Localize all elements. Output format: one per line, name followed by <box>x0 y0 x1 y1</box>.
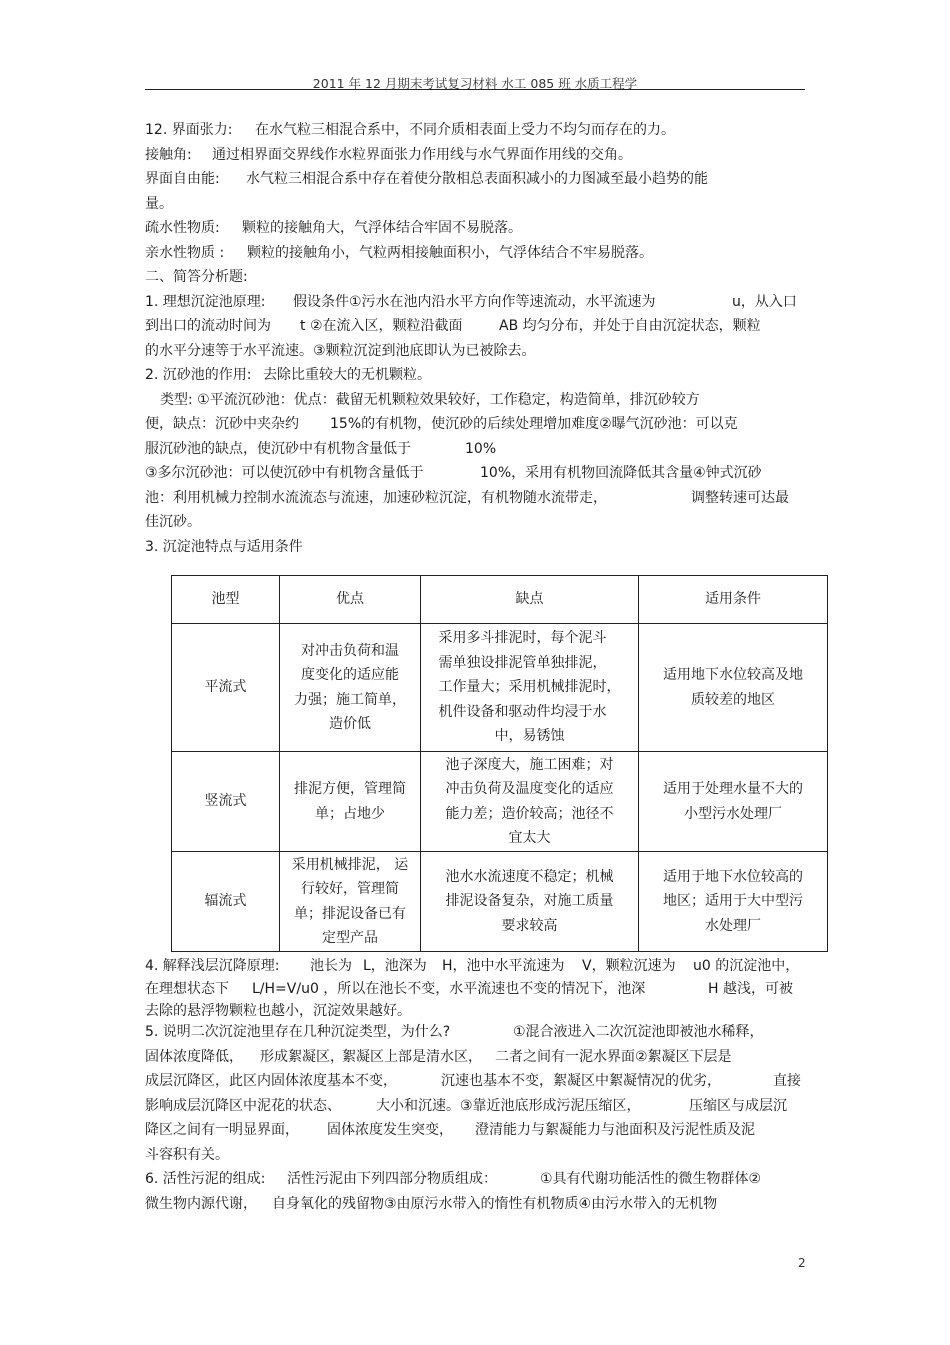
cons-cell <box>421 752 639 852</box>
cell-line: 池子深度大，施工困难；对 <box>445 756 614 773</box>
use-cell <box>639 624 828 752</box>
page-number: 2 <box>798 1256 806 1270</box>
q4-title: 4. 解释浅层沉降原理: <box>145 958 280 974</box>
q1-text: 假设条件①污水在池内沿水平方向作等速流动，水平流速为 <box>293 293 656 310</box>
definition-line <box>145 192 810 217</box>
q5-text: 沉速也基本不变，絮凝区中絮凝情况的优劣， <box>441 1073 721 1089</box>
header-cell: 缺点 <box>421 576 639 624</box>
table-header-row <box>172 576 828 624</box>
q5-text: 固体浓度发生突变， <box>327 1122 453 1138</box>
q2-text: 服沉砂池的缺点，使沉砂中有机物含量低于 <box>145 440 411 457</box>
q2-text: 去除比重较大的无机颗粒。 <box>263 367 431 383</box>
q2-text: 佳沉砂。 <box>145 514 201 530</box>
sedimentation-tank-table <box>171 575 828 952</box>
q2-line <box>145 437 810 462</box>
cell-line: 需单独设排泥管单独排泥， <box>438 654 607 671</box>
q5-text: 大小和沉速。③靠近池底形成污泥压缩区， <box>376 1097 641 1114</box>
definition-desc: 颗粒的接触角小，气粒两相接触面积小，气浮体结合不牢易脱落。 <box>247 244 653 261</box>
table-row <box>172 752 828 852</box>
definition-desc: 通过相界面交界线作水粒界面张力作用线与水气界面作用线的交角。 <box>212 146 632 163</box>
q5-line <box>145 1143 810 1168</box>
header-rule <box>145 89 805 90</box>
definition-desc: 水气粒三相混合系中存在着使分散相总表面积减小的力图减至最小趋势的能 <box>246 171 708 187</box>
q2-text: 10% <box>465 440 497 457</box>
definition-term: 界面自由能: <box>145 171 220 187</box>
section-heading <box>145 265 810 290</box>
q4-text: H，池中水平流速为 <box>442 958 565 974</box>
q2-title: 2. 沉砂池的作用: <box>145 367 252 383</box>
q5-title: 5. 说明二次沉淀池里存在几种沉淀类型，为什么? <box>145 1024 451 1040</box>
table-row <box>172 624 828 752</box>
q6-line <box>145 1167 810 1192</box>
q4-text: 去除的悬浮物颗粒也越小，沉淀效果越好。 <box>145 1003 411 1019</box>
cell-line: 排泥方便，管理简 <box>294 781 406 797</box>
cons-cell <box>421 852 639 952</box>
q6-text: 活性污泥由下列四部分物质组成： <box>287 1171 497 1187</box>
cell-line: 地区；适用于大中型污 <box>663 893 803 910</box>
q2-line <box>145 363 810 388</box>
cell-line: 能力差；造价较高；池径不 <box>445 805 614 822</box>
tank-type-cell: 竖流式 <box>172 752 280 852</box>
cell-line: 采用多斗排泥时，每个泥斗 <box>438 630 607 647</box>
header-cell: 优点 <box>280 576 421 624</box>
content-q5-q6 <box>145 1020 810 1216</box>
q5-text: 絮凝区上部是清水区， <box>342 1048 482 1065</box>
q5-line <box>145 1045 810 1070</box>
definition-line <box>145 216 810 241</box>
q4-text: 池长为 <box>310 958 352 974</box>
q5-text: 降区之间有一明显界面， <box>145 1122 299 1138</box>
definition-term: 12. 界面张力: <box>145 122 233 138</box>
pros-cell <box>280 852 421 952</box>
q2-line <box>145 510 810 535</box>
q2-line <box>145 412 810 437</box>
q5-text: 压缩区与成层沉 <box>689 1097 787 1114</box>
use-cell <box>639 752 828 852</box>
q5-text: 直接 <box>773 1073 801 1089</box>
table-row <box>172 852 828 952</box>
q6-line <box>145 1192 810 1217</box>
q6-text: ①具有代谢功能活性的微生物群体② <box>540 1171 762 1187</box>
cell-line: 适用地下水位较高及地 <box>663 667 803 683</box>
cell-line: 水处理厂 <box>705 917 761 934</box>
cell-line: 力强；施工简单， <box>294 691 406 708</box>
q5-text: ①混合液进入二次沉淀池即被池水稀释， <box>513 1024 764 1040</box>
q2-text: 类型: ①平流沉砂池：优点：截留无机颗粒效果较好，工作稳定，构造简单，排沉砂较方 <box>160 391 700 408</box>
q2-text: 便，缺点：沉砂中夹杂约 <box>145 416 299 432</box>
q1-text: 到出口的流动时间为 <box>145 318 271 334</box>
cell-line: 要求较高 <box>501 917 558 934</box>
q1-text: t ②在流入区，颗粒沿截面 <box>300 318 463 334</box>
definition-term: 疏水性物质: <box>145 220 220 236</box>
q4-line <box>145 955 810 978</box>
definition-term: 接触角: <box>145 146 192 163</box>
header-cell: 池型 <box>172 576 280 624</box>
cell-line: 度变化的适应能 <box>301 667 399 683</box>
definition-line <box>145 143 810 168</box>
cell-line: 质较差的地区 <box>691 691 775 708</box>
cell-line: 排泥设备复杂，对施工质量 <box>445 893 614 910</box>
cell-line: 适用于处理水量不大的 <box>663 781 803 797</box>
cell-line: 工作量大；采用机械排泥时， <box>438 679 621 696</box>
definition-line <box>145 118 810 143</box>
q2-line <box>145 486 810 511</box>
q5-text: 形成絮凝区， <box>260 1048 344 1065</box>
q5-text: 影响成层沉降区中泥花的状态、 <box>145 1097 341 1114</box>
cell-line: 池水水流速度不稳定；机械 <box>445 868 614 885</box>
q4-text: 在理想状态下 <box>145 980 229 997</box>
q3-title: 3. 沉淀池特点与适用条件 <box>145 538 303 555</box>
q2-line <box>145 461 810 486</box>
cell-line: 定型产品 <box>321 930 378 946</box>
q1-text: u，从入口 <box>732 293 797 310</box>
q4-text: u0 的沉淀池中， <box>693 958 800 974</box>
q2-text: 池：利用机械力控制水流流态与流速，加速砂粒沉淀，有机物随水流带走， <box>145 489 607 506</box>
q5-text: 成层沉降区，此区内固体浓度基本不变， <box>145 1073 397 1089</box>
q1-text: 的水平分速等于水平流速。③颗粒沉淀到池底即认为已被除去。 <box>145 342 536 359</box>
q5-line <box>145 1020 810 1045</box>
q6-text: 微生物内源代谢， <box>145 1195 257 1212</box>
q1-text: AB 均匀分布，并处于自由沉淀状态，颗粒 <box>499 318 761 334</box>
pros-cell <box>280 624 421 752</box>
q2-line <box>145 388 810 413</box>
cell-line: 中，易锈蚀 <box>494 728 565 745</box>
cell-line: 采用机械排泥， 运 <box>291 856 409 873</box>
pros-cell <box>280 752 421 852</box>
q5-text: 澄清能力与絮凝能力与池面积及污泥性质及泥 <box>475 1122 755 1138</box>
q6-text: 自身氧化的残留物③由原污水带入的惰性有机物质④由污水带入的无机物 <box>272 1195 718 1212</box>
header-cell: 适用条件 <box>639 576 828 624</box>
definition-line <box>145 167 810 192</box>
cell-line: 造价低 <box>329 716 371 732</box>
cell-line: 对冲击负荷和温 <box>301 642 399 659</box>
definition-term: 亲水性物质 : <box>145 244 225 261</box>
q4-line <box>145 978 810 1001</box>
page-header: 2011 年 12 月期末考试复习材料 水工 085 班 水质工程学 <box>312 76 638 91</box>
q5-text: 斗容积有关。 <box>145 1146 229 1163</box>
q4-text: V，颗粒沉速为 <box>582 958 676 974</box>
q5-line <box>145 1069 810 1094</box>
q2-text: ③多尔沉砂池：可以使沉砂中有机物含量低于 <box>145 465 424 481</box>
definition-desc: 颗粒的接触角大，气浮体结合牢固不易脱落。 <box>242 220 522 236</box>
tank-type-cell: 辐流式 <box>172 852 280 952</box>
cell-line: 适用于地下水位较高的 <box>663 868 803 885</box>
use-cell <box>639 852 828 952</box>
definition-desc: 量。 <box>145 195 173 212</box>
q5-text: 二者之间有一泥水界面②絮凝区下层是 <box>495 1048 732 1065</box>
section-heading-text: 二、简答分析题: <box>145 269 248 285</box>
q2-text: 调整转速可达最 <box>691 489 789 506</box>
q4-text: L，池深为 <box>363 958 427 974</box>
cell-line: 行较好，管理简 <box>300 881 399 897</box>
content-top <box>145 118 810 559</box>
q5-line <box>145 1118 810 1143</box>
q1-title: 1. 理想沉淀池原理: <box>145 293 266 310</box>
cons-cell <box>421 624 639 752</box>
tank-type-cell: 平流式 <box>172 624 280 752</box>
cell-line: 小型污水处理厂 <box>684 805 782 822</box>
definition-desc: 在水气粒三相混合系中，不同介质相表面上受力不均匀而存在的力。 <box>255 122 675 138</box>
definition-line <box>145 241 810 266</box>
q4-text: L/H=V/u0 ，所以在池长不变，水平流速也不变的情况下，池深 <box>252 980 646 997</box>
cell-line: 单；占地少 <box>315 805 385 822</box>
q5-line <box>145 1094 810 1119</box>
q5-text: 固体浓度降低， <box>145 1048 243 1065</box>
q3-title-line <box>145 535 810 560</box>
cell-line: 单；排泥设备已有 <box>293 905 406 922</box>
q2-text: 10%，采用有机物回流降低其含量④钟式沉砂 <box>480 465 762 481</box>
cell-line: 冲击负荷及温度变化的适应 <box>445 781 614 797</box>
q1-line <box>145 314 810 339</box>
q2-text: 15%的有机物，使沉砂的后续处理增加难度②曝气沉砂池：可以克 <box>330 416 738 432</box>
cell-line: 宜太大 <box>508 830 551 846</box>
q1-line <box>145 339 810 364</box>
content-q4 <box>145 955 810 1023</box>
q1-line <box>145 290 810 315</box>
cell-line: 机件设备和驱动件均浸于水 <box>438 703 607 720</box>
q6-title: 6. 活性污泥的组成: <box>145 1171 266 1187</box>
q4-text: H 越浅，可被 <box>708 980 793 997</box>
